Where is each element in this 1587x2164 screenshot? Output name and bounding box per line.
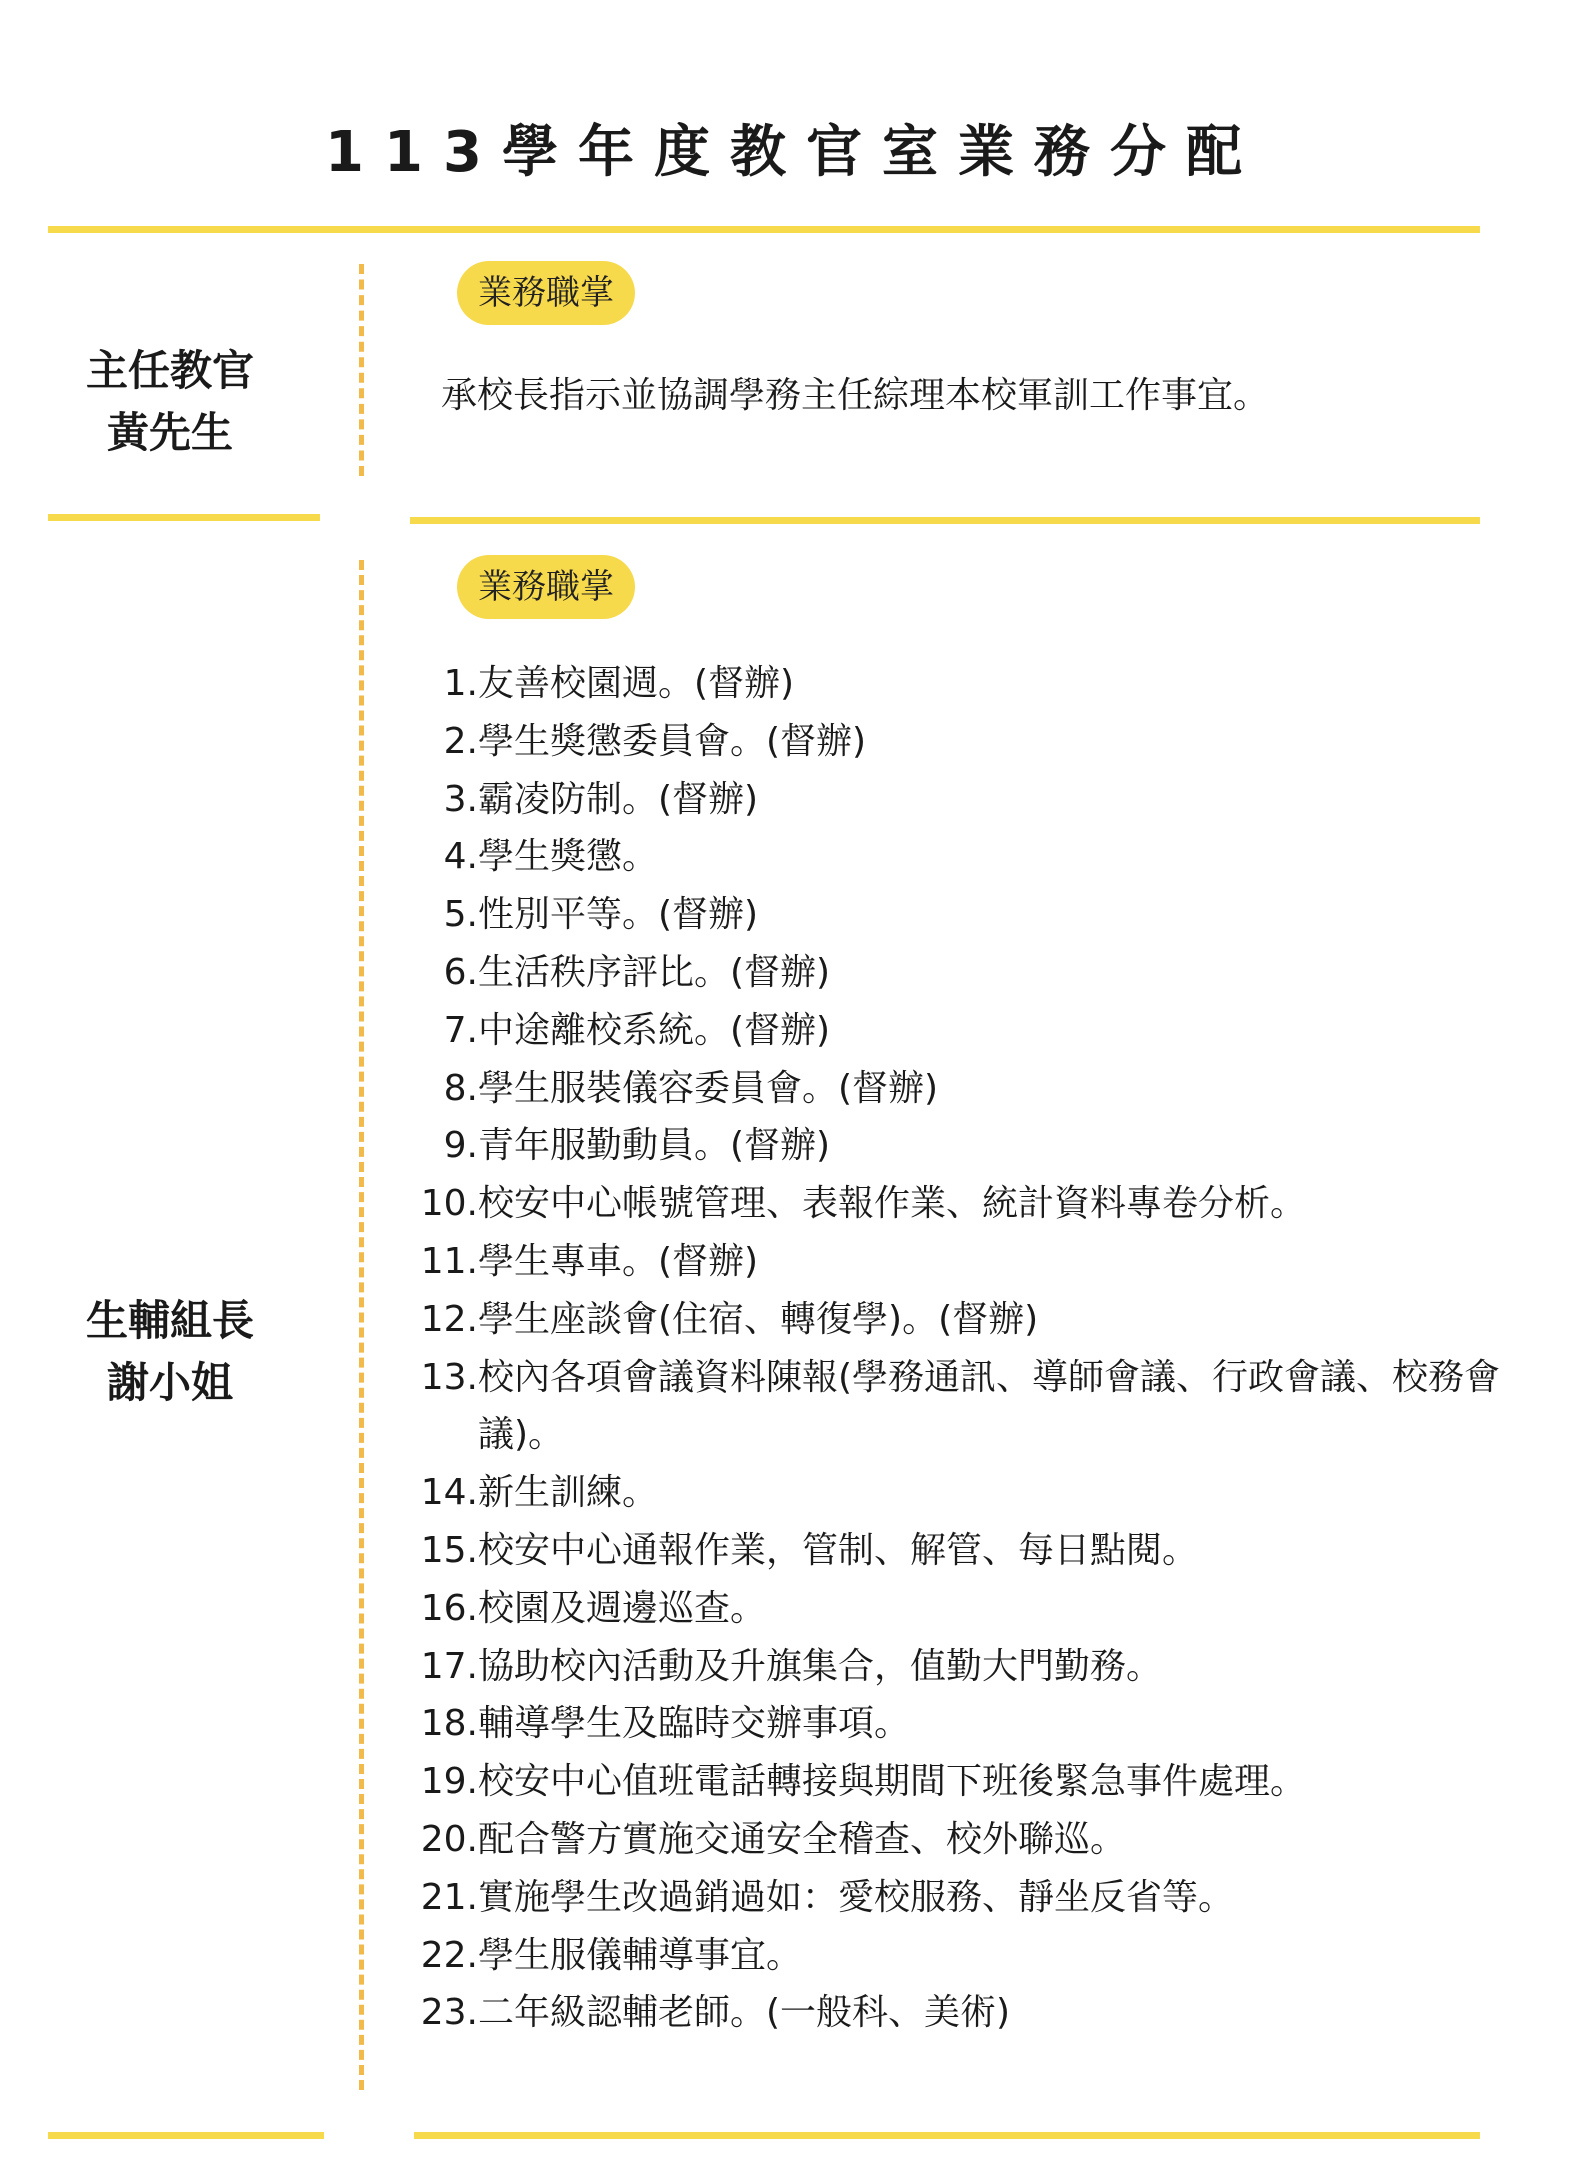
duty-number: 15. [420,1529,478,1571]
duty-item [400,944,1510,1002]
duty-number: 19. [420,1761,478,1803]
duty-item [400,1464,1510,1522]
mid-divider-left [48,514,320,521]
duty-item [400,1522,1510,1580]
duty-text: 學生服儀輔導事宜。 [478,1934,803,1976]
head-instructor-block [0,340,340,464]
duty-text: 學生服裝儀容委員會。(督辦) [478,1067,939,1109]
duty-number: 10. [420,1183,478,1225]
duty-number: 22. [420,1934,478,1976]
duty-section-badge: 業務職掌 [457,261,635,325]
duty-text: 校安中心帳號管理、表報作業、統計資料專卷分析。 [478,1183,1307,1225]
duty-number: 17. [420,1645,478,1687]
duty-text: 校安中心通報作業，管制、解管、每日點閱。 [478,1529,1199,1571]
duty-item [400,1291,1510,1349]
duty-text: 學生獎懲委員會。(督辦) [478,720,867,762]
duty-text: 學生座談會(住宿、轉復學)。(督辦) [478,1298,1039,1340]
duty-text: 校安中心值班電話轉接與期間下班後緊急事件處理。 [478,1761,1307,1803]
duty-item [400,1695,1510,1753]
duty-number: 1. [443,663,478,704]
duty-number: 3. [443,778,478,820]
duty-item [400,1638,1510,1696]
duty-text: 中途離校系統。(督辦) [478,1009,831,1051]
duty-number: 20. [420,1818,478,1860]
duty-number: 2. [443,720,478,762]
duty-number: 4. [443,836,478,878]
duty-item [400,1117,1510,1175]
duty-item [400,713,1510,771]
duty-item [400,655,1510,713]
duty-text: 友善校園週。(督辦) [478,663,795,704]
duty-number: 16. [420,1587,478,1629]
duty-number: 18. [420,1703,478,1745]
duty-item [400,1349,1510,1465]
duty-item [400,1060,1510,1118]
person-name: 黃先生 [106,408,233,457]
duty-number: 23. [420,1992,478,2034]
duty-number: 11. [420,1240,478,1282]
duty-number: 7. [443,1009,478,1051]
duty-number: 21. [420,1876,478,1918]
duty-item [400,1580,1510,1638]
discipline-leader-block [0,1290,340,1414]
duty-text: 學生專車。(督辦) [478,1240,759,1282]
duty-description: 承校長指示並協調學務主任綜理本校軍訓工作事宜。 [441,375,1270,416]
duty-item [400,1175,1510,1233]
duty-item [400,1927,1510,1985]
duty-item [400,1753,1510,1811]
duty-list [400,655,1510,2042]
duty-text: 新生訓練。 [478,1472,659,1514]
duty-text: 校內各項會議資料陳報(學務通訊、導師會議、行政會議、校務會議)。 [478,1356,1501,1456]
duty-item [400,1984,1510,2042]
section-2-dashed-divider [359,560,364,2090]
duty-item [400,771,1510,829]
duty-item [400,1233,1510,1291]
duty-number: 13. [420,1356,478,1398]
section-1-dashed-divider [359,264,364,476]
duty-text: 學生獎懲。 [478,836,659,878]
duty-text: 實施學生改過銷過如：愛校服務、靜坐反省等。 [478,1876,1235,1918]
duty-text: 霸凌防制。(督辦) [478,778,759,820]
role-label: 生輔組長 [85,1296,254,1345]
duty-item [400,828,1510,886]
duty-number: 6. [443,951,478,993]
duty-text: 輔導學生及臨時交辦事項。 [478,1703,911,1745]
duty-number: 12. [420,1298,478,1340]
duty-section-badge: 業務職掌 [457,555,635,619]
duty-number: 5. [443,894,478,936]
duty-item [400,886,1510,944]
duty-item [400,1811,1510,1869]
duty-item [400,1002,1510,1060]
duty-text: 協助校內活動及升旗集合，值勤大門勤務。 [478,1645,1163,1687]
person-name: 謝小姐 [106,1358,233,1407]
duty-number: 9. [443,1125,478,1167]
duty-number: 14. [420,1472,478,1514]
duty-text: 二年級認輔老師。(一般科、美術) [478,1992,1011,2034]
duty-number: 8. [443,1067,478,1109]
duty-text: 性別平等。(督辦) [478,894,759,936]
page-title: 113學年度教官室業務分配 [325,120,1262,185]
duty-text: 生活秩序評比。(督辦) [478,951,831,993]
duty-item [400,1869,1510,1927]
mid-divider-right [410,517,1480,524]
duty-text: 校園及週邊巡查。 [478,1587,767,1629]
role-label: 主任教官 [85,346,254,395]
top-divider [48,226,1480,233]
duty-text: 配合警方實施交通安全稽查、校外聯巡。 [478,1818,1127,1860]
duty-text: 青年服勤動員。(督辦) [478,1125,831,1167]
bottom-divider-left [48,2132,324,2139]
bottom-divider-right [414,2132,1480,2139]
